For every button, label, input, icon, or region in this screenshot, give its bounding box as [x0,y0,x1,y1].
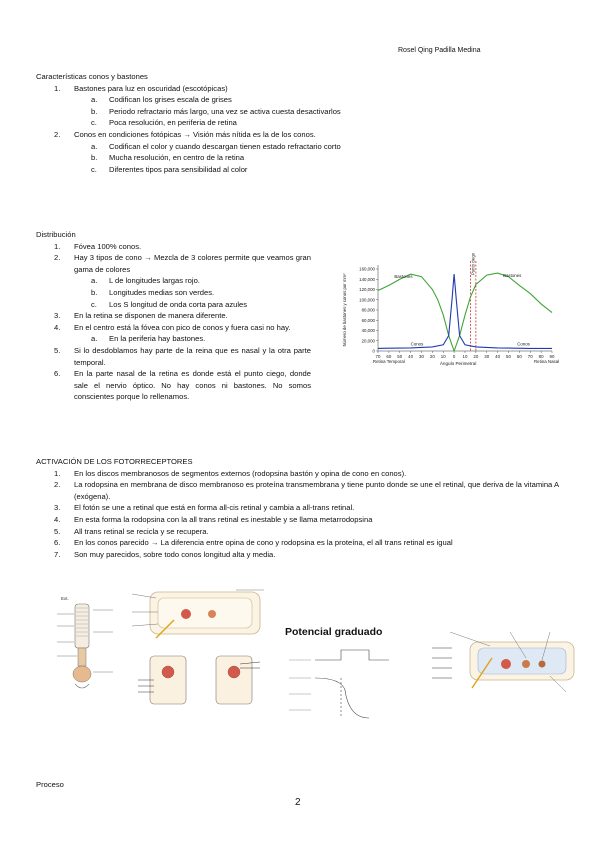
list-item [36,345,311,368]
distribution-list [36,241,311,403]
graded-potential-diagram [285,638,395,724]
list-item-text: Hay 3 tipos de cono → Mezcla de 3 colores permite que veamos gran gama de colores [74,253,311,274]
characteristics-list [36,83,570,176]
sub-list-item-text: Mucha resolución, en centro de la retina [109,153,245,163]
y-tick-label: 80,000 [361,307,375,313]
x-end-label-left: Retina Temporal [372,359,405,364]
inner-segment [78,648,86,666]
list-marker: 2. [54,480,61,490]
series-line-conos [378,274,552,348]
annotation-rods-right: Bastones [503,273,522,279]
list-marker: 5. [54,345,61,355]
rhodopsin-molecule [181,609,191,619]
list-item [36,310,311,322]
sub-list-marker: c. [91,164,97,174]
x-tick-label: 60 [516,354,522,359]
sub-list-item-text: Codifican los grises escala de grises [109,95,232,105]
list-marker: 2. [54,129,61,139]
sub-list-item [36,333,311,345]
sub-list-item-text: Los S longitud de onda corta para azules [109,299,248,309]
section-activation [36,456,570,560]
x-tick-label: 70 [375,354,381,359]
list-item [36,502,570,514]
x-tick-label: 10 [462,354,468,359]
page-number: 2 [295,797,301,808]
sub-list-marker: a. [91,141,98,151]
x-tick-label: 0 [452,354,456,359]
response-trace [315,678,369,718]
annotation-cones-left: Conos [410,341,424,347]
x-tick-label: 70 [527,354,533,359]
disc-membrane-figure [128,586,268,708]
section-title: Distribución [36,230,76,239]
outer-segment [75,604,89,648]
photoreceptor-diagram-figure [55,592,117,694]
y-tick-label: 120,000 [359,287,375,292]
list-item [36,83,570,95]
list-marker: 6. [54,538,61,548]
sub-list-item [36,164,570,176]
sub-list-item-text: Poca resolución, en periferia de retina [109,118,237,128]
sub-list-item-text: Codifican el color y cuando descargan tienen estado refractario corto [109,141,341,151]
list-item [36,549,570,561]
list-item-text: En el centro está la fóvea con pico de conos y fuera casi no hay. [74,322,291,332]
stimulus-trace [315,650,389,660]
graded-potential-title: Potencial graduado [285,626,383,638]
x-tick-label: 40 [495,354,501,359]
list-item-text: En los conos parecido → La diferencia entre opina de cono y rodopsina es la proteína, el all trans retinal es igual [74,538,453,548]
rhodopsin-molecule [501,659,511,669]
sub-list-item-text: En la periferia hay bastones. [109,334,206,344]
x-end-label-right: Retina Nasal [533,359,560,364]
sub-list-marker: b. [91,106,98,116]
section-title: ACTIVACIÓN DE LOS FOTORRECEPTORES [36,457,193,466]
list-item-text: En la retina se disponen de manera diferente. [74,311,228,321]
sub-list-marker: c. [91,299,97,309]
y-tick-label: 20,000 [361,338,375,344]
list-marker: 5. [54,526,61,536]
list-marker: 4. [54,322,61,332]
list-item-text: La rodopsina en membrana de disco membranoso es proteína transmembrana y tiene punto donde se une el retinal, que deriva de la vitamina A (exógena). [74,480,559,501]
list-item [36,368,311,403]
list-item [36,252,311,275]
list-item [36,479,570,502]
y-tick-label: 160,000 [359,266,375,272]
list-item-text: Son muy parecidos, sobre todo conos longitud alta y media. [74,549,276,559]
sub-list-item [36,287,311,299]
list-item-text: En la parte nasal de la retina es donde está el punto ciego, donde sale el nervio óptico. No hay conos ni bastones. No somos conscientes porque lo rellenamos. [74,369,311,402]
y-axis-title: Número de bastones y conos por mm² [342,273,347,347]
list-marker: 2. [54,253,61,263]
sub-list-item [36,106,570,118]
list-item-text: Bastones para luz en oscuridad (escotópicas) [74,83,228,93]
rod-segment [150,656,186,704]
y-tick-label: 60,000 [361,317,375,323]
sub-list-item-text: Longitudes medias son verdes. [109,287,215,297]
next-section-heading: Proceso [36,780,64,789]
y-tick-label: 100,000 [359,297,375,303]
y-tick-label: 0 [372,348,375,354]
figure-label: Ext. [61,596,69,601]
list-item [36,322,311,334]
x-tick-label: 20 [429,354,435,359]
list-item [36,526,570,538]
sub-list-item [36,141,570,153]
list-marker: 6. [54,369,61,379]
sub-list-marker: a. [91,276,98,286]
sub-list-item [36,275,311,287]
sub-list-item [36,299,311,311]
list-marker: 7. [54,549,61,559]
x-tick-label: 10 [440,354,446,359]
x-tick-label: 60 [386,354,392,359]
annotation-cones-right: Conos [517,341,530,347]
author-name: Rosel Qing Padilla Medina [398,47,481,54]
sub-list-marker: b. [91,287,98,297]
x-axis-title: Ángulo Perimetral [439,361,477,366]
list-marker: 4. [54,514,61,524]
sub-list-item-text: Periodo refractario más largo, una vez se activa cuesta desactivarlos [109,106,341,116]
list-item [36,241,311,253]
list-item-text: Fóvea 100% conos. [74,241,142,251]
x-tick-label: 30 [419,354,424,359]
sub-list-item [36,152,570,164]
list-marker: 3. [54,311,61,321]
y-tick-label: 40,000 [361,328,375,333]
activation-list [36,468,570,561]
x-tick-label: 50 [506,354,511,359]
x-tick-label: 20 [473,354,479,359]
transducin-molecule [208,610,216,618]
x-tick-label: 80 [538,354,544,359]
list-item [36,129,570,141]
blind-spot-label: Punto ciego [470,252,476,275]
list-item [36,514,570,526]
sub-list-marker: b. [91,153,98,163]
list-item-text: All trans retinal se recicla y se recupera. [74,526,209,536]
x-tick-label: 90 [549,354,555,359]
x-tick-label: 40 [408,354,414,359]
list-item-text: En esta forma la rodopsina con la all trans retinal es inestable y se llama metarrodopsina [74,514,373,524]
x-tick-label: 30 [484,354,490,359]
series-line-bastones [378,273,552,351]
chart-labels [342,252,559,366]
phototransduction-figure [430,628,580,698]
list-item [36,537,570,549]
cell-body [73,666,91,682]
list-item [36,468,570,480]
section-title: Características conos y bastones [36,72,148,81]
pde-molecule [522,660,530,668]
list-marker: 1. [54,83,61,93]
sub-list-item [36,94,570,106]
list-item-text: En los discos membranosos de segmentos externos (rodopsina bastón y opina de cono en conos). [74,468,407,478]
graded-potential-figure [285,626,395,729]
x-tick-label: 50 [397,354,403,359]
sub-list-marker: a. [91,95,98,105]
list-item-text: Conos en condiciones fotópicas → Visión más nítida es la de los conos. [74,129,316,139]
sub-list-marker: c. [91,118,97,128]
list-item-text: Si lo desdoblamos hay parte de la reina que es nasal y la otra parte temporal. [74,345,311,367]
rods-cones-distribution-chart [338,247,560,377]
sub-list-item-text: Diferentes tipos para sensibilidad al color [109,164,248,174]
list-marker: 1. [54,468,61,478]
sub-list-item-text: L de longitudes largas rojo. [109,276,200,286]
sub-list-marker: a. [91,334,98,344]
y-tick-label: 140,000 [359,276,375,282]
annotation-rods-left: Bastones [394,274,413,280]
section-characteristics [36,71,570,175]
section-distribution [36,229,311,403]
sub-list-item [36,117,570,129]
list-item-text: El fotón se une a retinal que está en forma all-cis retinal y cambia a all-trans retinal. [74,503,355,513]
list-marker: 3. [54,503,61,513]
list-marker: 1. [54,241,61,251]
